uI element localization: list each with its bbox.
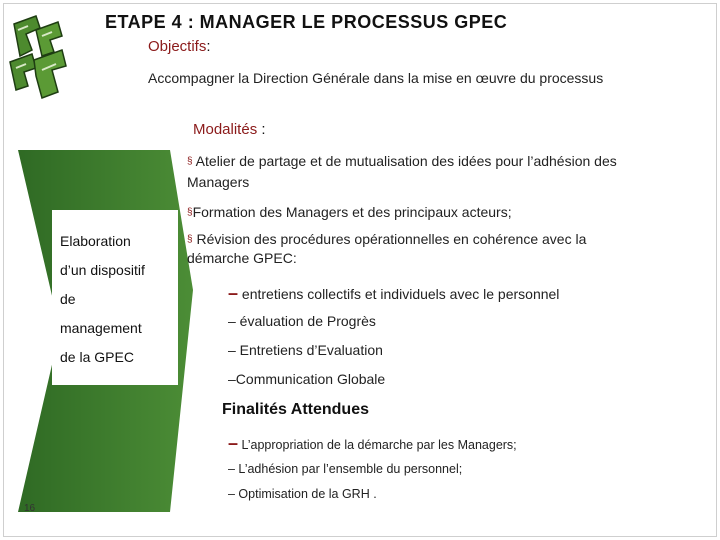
arrow-line-3: de	[60, 291, 76, 307]
slide-title: ETAPE 4 : MANAGER LE PROCESSUS GPEC	[105, 12, 508, 32]
dash-icon: –	[228, 342, 236, 358]
dash-icon: –	[228, 487, 235, 501]
bullet-icon: §	[187, 234, 193, 245]
modalite-item-1-line1: Atelier de partage et de mutualisation des idées pour l’adhésion des	[192, 153, 617, 169]
sub-item-4-text: Communication Globale	[235, 371, 386, 387]
modalite-item-2	[187, 204, 512, 220]
finalite-item-2-text: L’adhésion par l’ensemble du personnel;	[234, 462, 463, 476]
dash-icon: –	[228, 313, 236, 329]
objectifs-heading	[148, 38, 211, 55]
sub-item-3	[228, 342, 383, 358]
sub-item-3-text: Entretiens d’Evaluation	[235, 342, 383, 358]
sub-item-4	[228, 371, 385, 387]
modalite-item-3	[187, 231, 586, 247]
objectifs-label: Objectifs	[148, 38, 207, 55]
sub-item-2	[228, 313, 376, 329]
modalite-item-3-line2: démarche GPEC:	[187, 250, 297, 266]
modalite-item-1-line2: Managers	[187, 174, 250, 190]
bullet-icon: §	[187, 207, 193, 218]
arrow-line-1: Elaboration	[60, 233, 131, 249]
modalites-heading	[193, 121, 266, 138]
finalite-item-3-text: Optimisation de la GRH .	[234, 487, 377, 501]
arrow-line-5: de la GPEC	[60, 349, 134, 365]
arrow-line-2: d’un dispositif	[60, 262, 145, 278]
page-number: 16	[24, 503, 36, 514]
modalite-item-2-line1: Formation des Managers et des principaux acteurs;	[192, 204, 512, 220]
gpec-logo-icon	[6, 10, 72, 106]
modalite-item-3-line1: Révision des procédures opérationnelles en cohérence avec la	[192, 231, 587, 247]
dash-icon: –	[228, 283, 239, 303]
objectifs-text: Accompagner la Direction Générale dans la mise en œuvre du processus	[148, 70, 604, 86]
modalites-colon: :	[257, 121, 266, 138]
bullet-icon: §	[187, 156, 193, 167]
finalite-item-3	[228, 487, 377, 501]
dash-icon: –	[228, 433, 239, 453]
dash-icon: –	[228, 371, 236, 387]
sub-item-2-text: évaluation de Progrès	[235, 313, 376, 329]
arrow-line-4: management	[60, 320, 142, 336]
finalite-item-1	[228, 433, 517, 454]
objectifs-colon: :	[206, 38, 211, 55]
dash-icon: –	[228, 462, 235, 476]
modalites-label: Modalités	[193, 121, 258, 138]
modalite-item-1	[187, 153, 617, 169]
finalite-item-2	[228, 462, 462, 476]
finalite-item-1-text: L’appropriation de la démarche par les Managers;	[238, 438, 517, 452]
sub-item-1	[228, 283, 559, 304]
finalites-title: Finalités Attendues	[222, 401, 369, 418]
sub-item-1-text: entretiens collectifs et individuels avec le personnel	[238, 286, 560, 302]
